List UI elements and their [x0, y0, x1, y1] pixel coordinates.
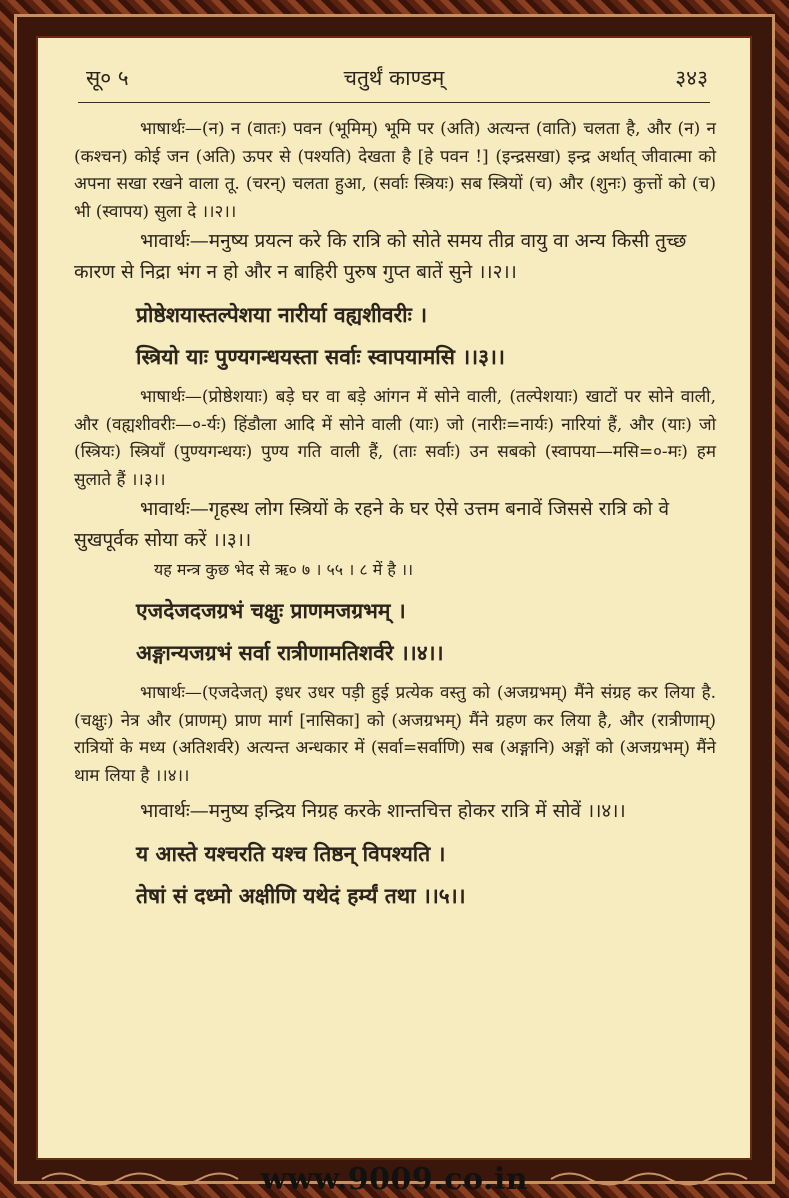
bhavarth-2: भावार्थः—मनुष्य प्रयत्न करे कि रात्रि को सोते समय तीव्र वायु वा अन्य किसी तुच्छ कारण से निद्रा भंग न हो और न बाहिरी पुरुष गुप्त बातें सुने ।।२।।: [74, 230, 687, 283]
bhasharth-3: भाषार्थः—(प्रोष्ठेशयाः) बड़े घर वा बड़े आंगन में सोने वाली, (तल्पेशयाः) खाटों पर सोने वाली, और (वह्यशीवरीः—०-र्यः) हिंडौला आदि में सोने वाली (याः) जो (नारीः=नार्यः) नारियां हैं, और (याः) जो (स्त्रियः) स्त्रियाँ (पुण्यगन्धयः) पुण्य गति वाली हैं, (ताः सर्वाः) उन सबको (स्वापया—मसि=०-मः) हम सुलाते हैं ।।३।।: [74, 387, 716, 490]
mantra-5-line-1: य आस्ते यश्चरति यश्च तिष्ठन् विपश्यति ।: [136, 841, 446, 866]
sukta-number: सू० ५: [86, 66, 129, 90]
page-number: ३४३: [675, 66, 708, 90]
page-header: [38, 64, 750, 102]
bhasharth-2: भाषार्थः—(न) न (वातः) पवन (भूमिम्) भूमि पर (अति) अत्यन्त (वाति) चलता है, और (न) न (कश्चन) कोई जन (अति) ऊपर से (पश्यति) देखता है [हे पवन !] (इन्द्रसखा) इन्द्र अर्थात् जीवात्मा को अपना सखा रखने वाला तू. (चरन्) चलता हुआ, (सर्वाः स्त्रियः) सब स्त्रियों (च) और (शुनः) कुत्तों को (च) भी (स्वापय) सुला दे ।।२।।: [74, 119, 716, 222]
bhavarth-3: भावार्थः—गृहस्थ लोग स्त्रियों के रहने के घर ऐसे उत्तम बनावें जिससे रात्रि को वे सुखपूर्वक सोया करें ।।३।।: [74, 498, 670, 551]
bhavarth-4: भावार्थः—मनुष्य इन्द्रिय निग्रह करके शान्तचित्त होकर रात्रि में सोवें ।।४।।: [140, 800, 626, 822]
reference-note: यह मन्त्र कुछ भेद से ऋ० ७ । ५५ । ८ में है ।।: [154, 560, 414, 579]
mantra-5-line-2: तेषां सं दध्मो अक्षीणि यथेदं हर्म्यं तथा ।।५।।: [136, 883, 466, 908]
kanda-title: चतुर्थं काण्डम्: [343, 66, 445, 90]
book-page: [36, 36, 752, 1160]
mantra-4-line-1: एजदेजदजग्रभं चक्षुः प्राणमजग्रभम् ।: [136, 598, 406, 623]
header-rule: [78, 102, 710, 103]
bhasharth-4: भाषार्थः—(एजदेजत्) इधर उधर पड़ी हुई प्रत्येक वस्तु को (अजग्रभम्) मैंने संग्रह कर लिया है. (चक्षुः) नेत्र और (प्राणम्) प्राण मार्ग [नासिका] को (अजग्रभम्) मैंने ग्रहण कर लिया है, और (रात्रीणाम्) रात्रियों के मध्य (अतिशर्वरे) अत्यन्त अन्धकार में (सर्वा=सर्वाणि) सब (अङ्गानि) अङ्गों को (अजग्रभम्) मैंने थाम लिया है ।।४।।: [74, 683, 716, 786]
website-url: www.9009.co.in: [260, 1162, 529, 1197]
mantra-4-line-2: अङ्गान्यजग्रभं सर्वा रात्रीणामतिशर्वरे ।।४।।: [136, 640, 444, 665]
page-content: [74, 116, 716, 917]
mantra-3-line-2: स्त्रियो याः पुण्यगन्धयस्ता सर्वाः स्वापयामसि ।।३।।: [136, 344, 505, 369]
mantra-3-line-1: प्रोष्ठेशयास्तल्पेशया नारीर्या वह्यशीवरीः ।: [136, 302, 428, 327]
